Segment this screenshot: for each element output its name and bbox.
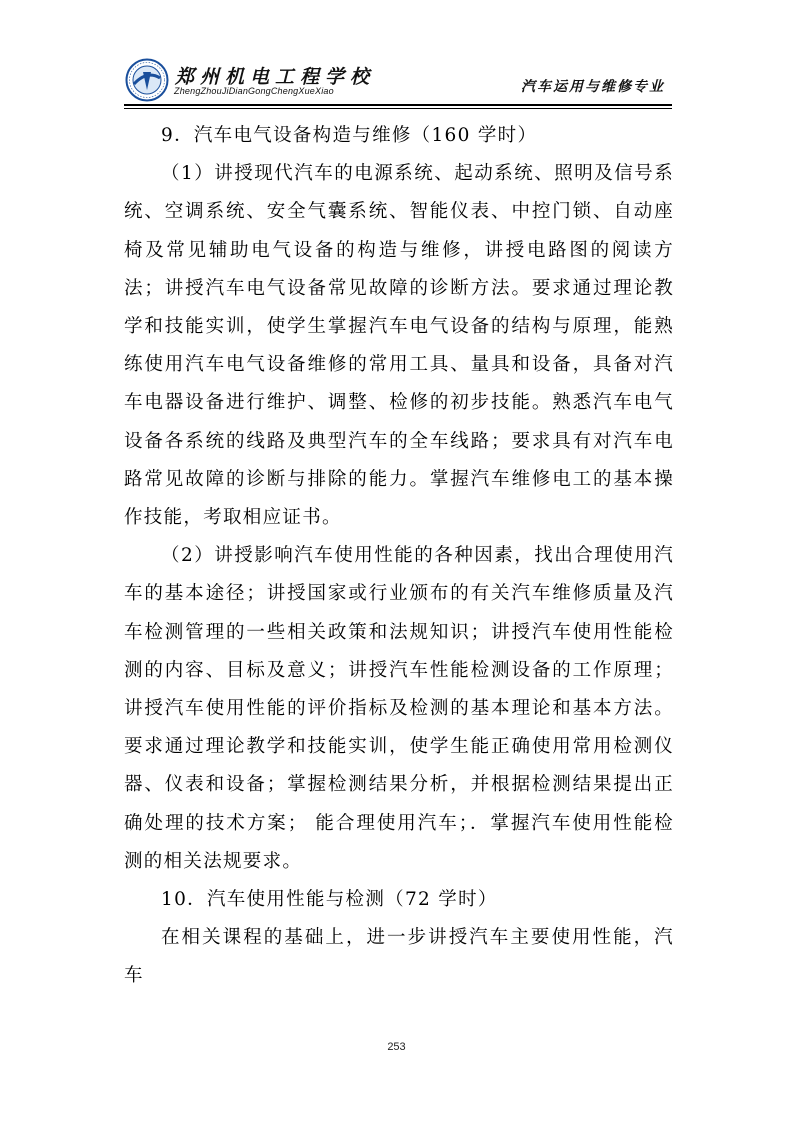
header-rule-thin	[124, 108, 672, 109]
section-10-heading: 10．汽车使用性能与检测（72 学时）	[161, 889, 498, 911]
school-name: 郑州机电工程学校	[175, 66, 376, 88]
section-10-paragraph-1: 在相关课程的基础上，进一步讲授汽车主要使用性能，汽车	[124, 927, 674, 987]
page-header	[0, 0, 793, 120]
school-pinyin: ZhengZhouJiDianGongChengXueXiao	[174, 86, 334, 96]
section-9-heading: 9．汽车电气设备构造与维修（160 学时）	[161, 125, 538, 146]
school-logo-icon	[125, 58, 169, 102]
section-9-paragraph-1: （1）讲授现代汽车的电源系统、起动系统、照明及信号系统、空调系统、安全气囊系统、智能仪表、中控门锁、自动座椅及常见辅助电气设备的构造与维修，讲授电路图的阅读方法；讲授汽车电气设备常见故障的诊断方法。要求通过理论教学和技能实训，使学生掌握汽车电气设备的结构与原理，能熟练使用汽车电气设备维修的常用工具、量具和设备，具备对汽车电器设备进行维护、调整、检修的初步技能。熟悉汽车电气设备各系统的线路及典型汽车的全车线路；要求具有对汽车电路常见故障的诊断与排除的能力。掌握汽车维修电工的基本操作技能，考取相应证书。	[124, 163, 674, 529]
page-number: 253	[387, 1041, 406, 1053]
document-body	[124, 117, 674, 996]
section-9-paragraph-2: （2）讲授影响汽车使用性能的各种因素，找出合理使用汽车的基本途径；讲授国家或行业颁布的有关汽车维修质量及汽车检测管理的一些相关政策和法规知识；讲授汽车使用性能检测的内容、目标及意义；讲授汽车性能检测设备的工作原理；讲授汽车使用性能的评价指标及检测的基本理论和基本方法。要求通过理论教学和技能实训，使学生能正确使用常用检测仪器、仪表和设备；掌握检测结果分析，并根据检测结果提出正确处理的技术方案； 能合理使用汽车；．掌握汽车使用性能检测的相关法规要求。	[124, 545, 674, 872]
major-title: 汽车运用与维修专业	[521, 79, 665, 95]
header-rule-thick	[124, 104, 672, 106]
